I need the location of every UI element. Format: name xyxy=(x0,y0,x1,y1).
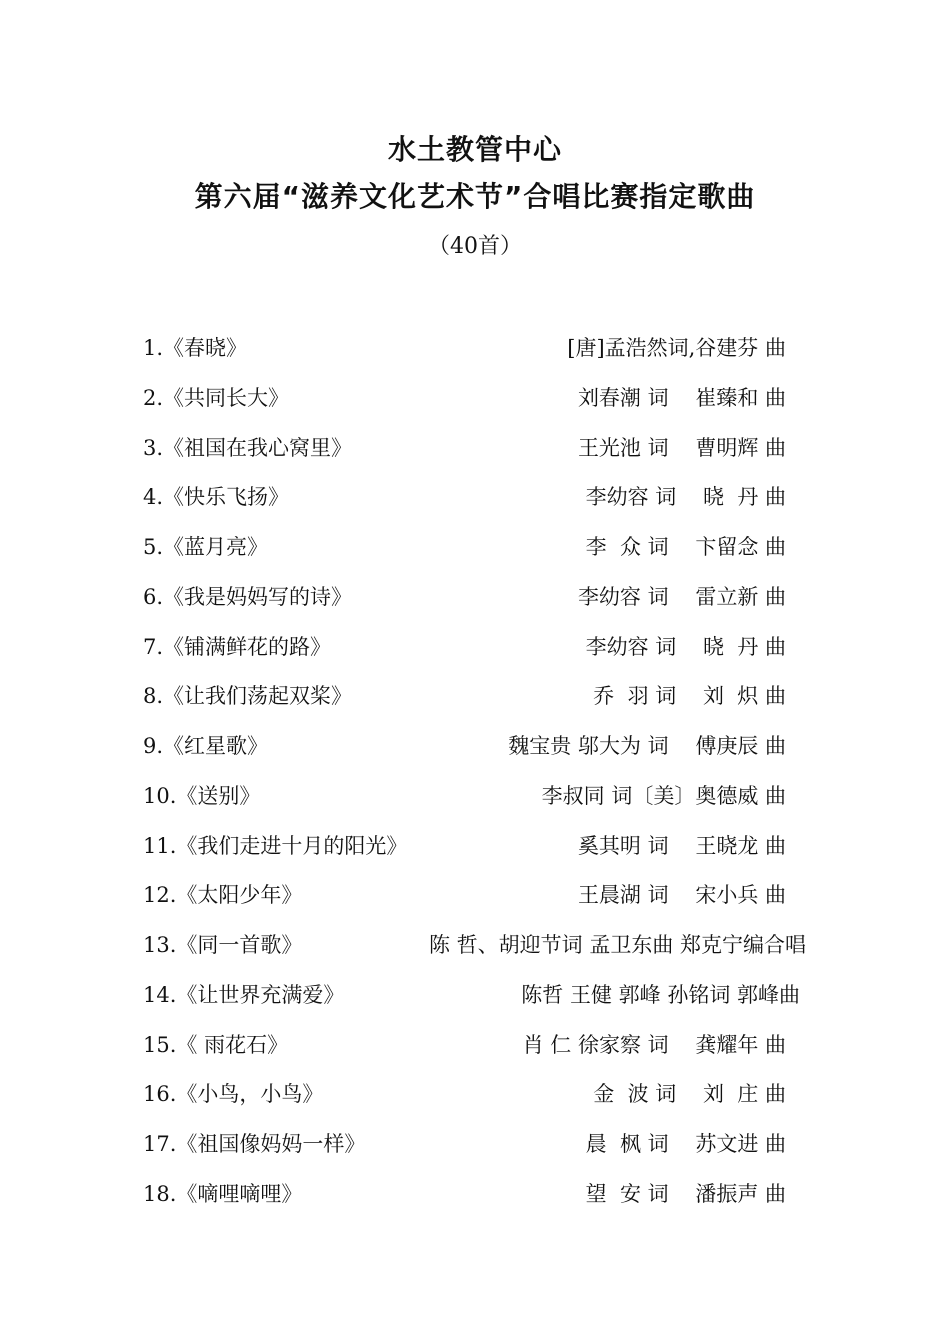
song-row xyxy=(0,1028,950,1062)
song-credit: 李幼容 词 晓 丹 曲 xyxy=(585,635,786,659)
song-row xyxy=(0,630,950,664)
song-row xyxy=(0,729,950,763)
song-row xyxy=(0,679,950,713)
song-title: 2.《共同长大》 xyxy=(143,386,290,410)
song-row xyxy=(0,331,950,365)
song-title: 8.《让我们荡起双桨》 xyxy=(143,684,353,708)
song-credit: 李叔同 词〔美〕奥德威 曲 xyxy=(541,784,786,808)
song-title: 11.《我们走进十月的阳光》 xyxy=(143,834,408,858)
song-title: 7.《铺满鲜花的路》 xyxy=(143,635,332,659)
song-title: 12.《太阳少年》 xyxy=(143,883,303,907)
song-row xyxy=(0,1177,950,1211)
song-credit: 刘春潮 词 崔臻和 曲 xyxy=(577,386,786,410)
song-credit: 李幼容 词 晓 丹 曲 xyxy=(585,485,786,509)
document-title: 水土教管中心 xyxy=(387,133,562,166)
song-title: 15.《 雨花石》 xyxy=(143,1033,289,1057)
document-subtitle: 第六届“滋养文化艺术节”合唱比赛指定歌曲 xyxy=(194,180,756,213)
song-title: 4.《快乐飞扬》 xyxy=(143,485,290,509)
song-title: 18.《嘀哩嘀哩》 xyxy=(143,1182,303,1206)
song-row xyxy=(0,580,950,614)
song-credit: 王晨湖 词 宋小兵 曲 xyxy=(577,883,786,907)
song-credit: 陈哲 王健 郭峰 孙铭词 郭峰曲 xyxy=(521,983,800,1007)
song-row xyxy=(0,1077,950,1111)
song-title: 9.《红星歌》 xyxy=(143,734,269,758)
song-credit: 金 波 词 刘 庄 曲 xyxy=(593,1082,786,1106)
song-credit: 王光池 词 曹明辉 曲 xyxy=(577,436,786,460)
song-row xyxy=(0,480,950,514)
song-credit: 魏宝贵 邬大为 词 傅庚辰 曲 xyxy=(508,734,786,758)
song-title: 1.《春晓》 xyxy=(143,336,248,360)
song-row xyxy=(0,1127,950,1161)
song-credit: 晨 枫 词 苏文进 曲 xyxy=(585,1132,786,1156)
song-credit: 李 众 词 卞留念 曲 xyxy=(585,535,786,559)
song-credit: 奚其明 词 王晓龙 曲 xyxy=(577,834,786,858)
song-title: 10.《送别》 xyxy=(143,784,261,808)
song-credit: 乔 羽 词 刘 炽 曲 xyxy=(593,684,786,708)
song-row xyxy=(0,779,950,813)
song-row xyxy=(0,829,950,863)
song-credit: 望 安 词 潘振声 曲 xyxy=(585,1182,786,1206)
song-credit: 李幼容 词 雷立新 曲 xyxy=(577,585,786,609)
song-row xyxy=(0,928,950,962)
song-title: 3.《祖国在我心窝里》 xyxy=(143,436,353,460)
song-title: 13.《同一首歌》 xyxy=(143,933,303,957)
song-title: 5.《蓝月亮》 xyxy=(143,535,269,559)
song-row xyxy=(0,530,950,564)
song-credit: 肖 仁 徐家察 词 龚耀年 曲 xyxy=(522,1033,786,1057)
song-title: 6.《我是妈妈写的诗》 xyxy=(143,585,353,609)
song-row xyxy=(0,431,950,465)
song-title: 14.《让世界充满爱》 xyxy=(143,983,345,1007)
song-title: 16.《小鸟，小鸟》 xyxy=(143,1082,324,1106)
song-credit: [唐]孟浩然词,谷建芬 曲 xyxy=(567,336,786,360)
song-row xyxy=(0,381,950,415)
song-row xyxy=(0,878,950,912)
song-count: （40首） xyxy=(428,234,522,259)
song-row xyxy=(0,978,950,1012)
song-credit: 陈 哲、胡迎节词 孟卫东曲 郑克宁编合唱 xyxy=(428,933,806,957)
song-title: 17.《祖国像妈妈一样》 xyxy=(143,1132,366,1156)
